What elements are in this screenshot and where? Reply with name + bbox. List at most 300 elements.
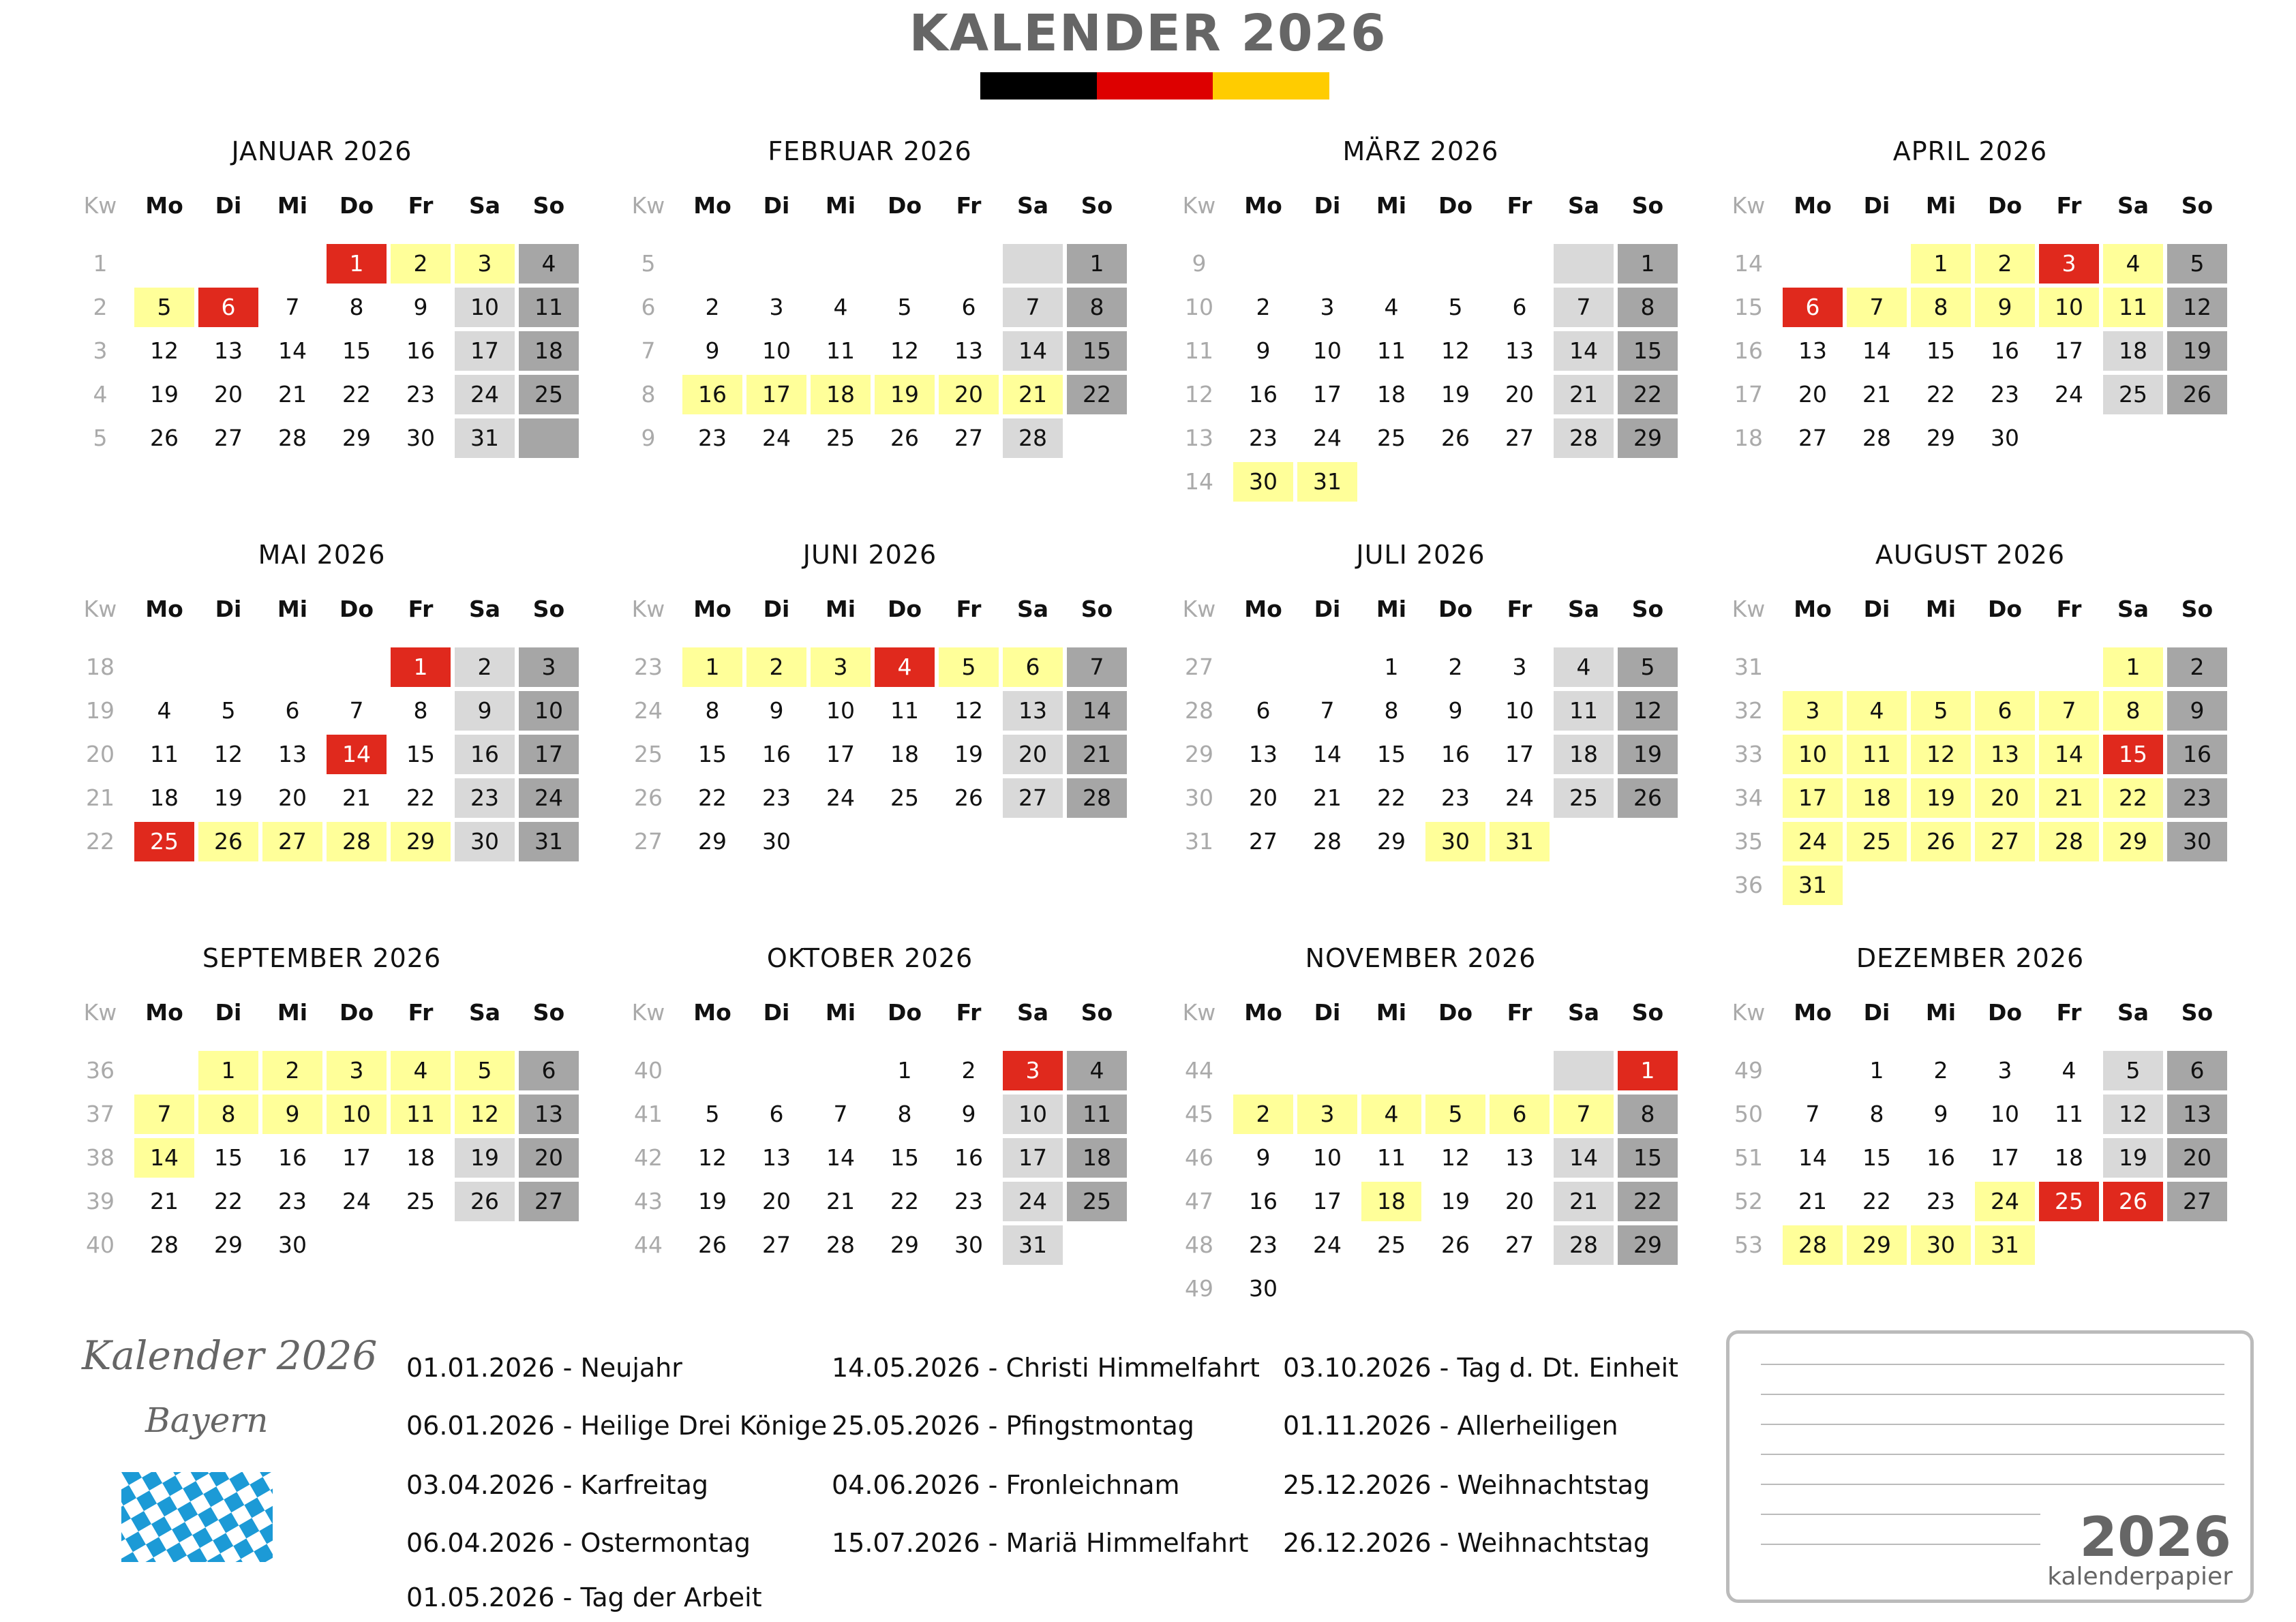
holiday-entry: 01.11.2026 - Allerheiligen bbox=[1283, 1411, 1618, 1441]
week-number: 6 bbox=[641, 294, 656, 320]
footer-title: Kalender 2026 bbox=[82, 1332, 378, 1379]
weekday-header: Sa bbox=[1567, 192, 1600, 219]
week-number: 44 bbox=[1185, 1057, 1213, 1084]
week-number: 47 bbox=[1185, 1188, 1213, 1214]
day-cell: 26 bbox=[890, 425, 919, 451]
day-cell: 27 bbox=[762, 1231, 791, 1258]
day-cell: 15 bbox=[1618, 331, 1678, 371]
week-number: 29 bbox=[1185, 741, 1213, 767]
day-cell: 23 bbox=[1441, 784, 1470, 811]
day-cell: 12 bbox=[890, 337, 919, 364]
weekday-header: Mo bbox=[145, 192, 183, 219]
day-cell: 4 bbox=[1554, 647, 1614, 687]
day-cell: 13 bbox=[762, 1144, 791, 1171]
day-cell: 19 bbox=[1618, 735, 1678, 774]
week-number: 44 bbox=[634, 1231, 663, 1258]
day-cell: 3 bbox=[1512, 654, 1527, 680]
day-cell: 27 bbox=[1003, 778, 1063, 818]
day-cell: 25 bbox=[826, 425, 855, 451]
day-cell: 27 bbox=[954, 425, 983, 451]
day-cell: 29 bbox=[342, 425, 371, 451]
day-cell: 26 bbox=[150, 425, 179, 451]
day-cell: 2 bbox=[961, 1057, 976, 1084]
day-cell: 29 bbox=[1927, 425, 1955, 451]
weekday-header: Fr bbox=[1507, 999, 1532, 1026]
weekday-header: Do bbox=[1987, 999, 2023, 1026]
week-number: 27 bbox=[1185, 654, 1213, 680]
day-cell: 9 bbox=[1256, 337, 1271, 364]
day-cell: 6 bbox=[1512, 294, 1527, 320]
day-cell: 30 bbox=[1911, 1225, 1971, 1265]
day-cell: 11 bbox=[2055, 1101, 2083, 1127]
day-cell: 24 bbox=[1783, 822, 1843, 861]
weekday-header: Sa bbox=[1016, 999, 1049, 1026]
day-cell: 16 bbox=[762, 741, 791, 767]
week-number: 52 bbox=[1734, 1188, 1763, 1214]
day-cell: 24 bbox=[826, 784, 855, 811]
day-cell: 27 bbox=[1798, 425, 1827, 451]
day-cell: 19 bbox=[2103, 1138, 2163, 1178]
week-number: 8 bbox=[641, 381, 656, 408]
day-cell: 28 bbox=[2039, 822, 2099, 861]
day-cell: 21 bbox=[2039, 778, 2099, 818]
day-cell: 28 bbox=[1067, 778, 1127, 818]
day-cell: 20 bbox=[278, 784, 307, 811]
day-cell: 8 bbox=[705, 697, 720, 724]
week-number: 36 bbox=[86, 1057, 115, 1084]
holiday-entry: 25.12.2026 - Weihnachtstag bbox=[1283, 1470, 1650, 1500]
day-cell: 2 bbox=[746, 647, 806, 687]
day-cell: 22 bbox=[1377, 784, 1406, 811]
day-cell: 7 bbox=[2039, 691, 2099, 731]
day-cell: 17 bbox=[1003, 1138, 1063, 1178]
day-cell: 28 bbox=[1554, 1225, 1614, 1265]
day-cell: 18 bbox=[1067, 1138, 1127, 1178]
day-cell: 21 bbox=[1862, 381, 1891, 408]
day-cell: 3 bbox=[1783, 691, 1843, 731]
day-cell: 31 bbox=[1490, 822, 1550, 861]
week-number: 49 bbox=[1734, 1057, 1763, 1084]
day-cell: 16 bbox=[2167, 735, 2227, 774]
day-cell: 21 bbox=[1554, 1182, 1614, 1221]
weekday-header: Mi bbox=[1376, 596, 1407, 622]
day-cell: 7 bbox=[1847, 288, 1907, 327]
weekday-header: So bbox=[1631, 596, 1664, 622]
day-cell: 1 bbox=[682, 647, 742, 687]
day-cell: 2 bbox=[391, 244, 451, 284]
day-cell: 31 bbox=[1297, 462, 1357, 502]
weekday-header: Mi bbox=[277, 192, 308, 219]
holiday-entry: 04.06.2026 - Fronleichnam bbox=[832, 1470, 1180, 1500]
day-cell: 3 bbox=[327, 1051, 387, 1090]
day-cell: 5 bbox=[134, 288, 194, 327]
weekday-header: Fr bbox=[2056, 999, 2082, 1026]
day-cell: 9 bbox=[705, 337, 720, 364]
day-cell: 19 bbox=[214, 784, 243, 811]
week-number: 28 bbox=[1185, 697, 1213, 724]
day-cell: 25 bbox=[1377, 1231, 1406, 1258]
weekday-header: Sa bbox=[2117, 192, 2149, 219]
day-cell: 2 bbox=[1233, 1095, 1293, 1134]
day-cell: 17 bbox=[746, 375, 806, 414]
day-cell: 18 bbox=[406, 1144, 435, 1171]
day-cell: 1 bbox=[1869, 1057, 1884, 1084]
weekday-header: Di bbox=[215, 999, 242, 1026]
week-number: 48 bbox=[1185, 1231, 1213, 1258]
week-number: 51 bbox=[1734, 1144, 1763, 1171]
weekday-header: So bbox=[1631, 192, 1664, 219]
day-cell: 19 bbox=[875, 375, 935, 414]
weekday-header: Mo bbox=[693, 999, 731, 1026]
day-cell: 13 bbox=[1505, 1144, 1534, 1171]
day-cell: 10 bbox=[519, 691, 579, 731]
month-2 bbox=[616, 136, 1123, 477]
day-cell: 12 bbox=[1911, 735, 1971, 774]
day-cell: 11 bbox=[1067, 1095, 1127, 1134]
day-cell: 26 bbox=[1441, 1231, 1470, 1258]
kw-header: Kw bbox=[1182, 192, 1216, 219]
day-cell: 17 bbox=[1505, 741, 1534, 767]
day-cell: 11 bbox=[826, 337, 855, 364]
day-cell: 20 bbox=[1505, 381, 1534, 408]
weekday-header: Do bbox=[1438, 596, 1473, 622]
day-cell: 9 bbox=[2167, 691, 2227, 731]
day-cell: 2 bbox=[455, 647, 515, 687]
day-cell: 16 bbox=[1991, 337, 2019, 364]
week-number: 45 bbox=[1185, 1101, 1213, 1127]
day-cell: 28 bbox=[1313, 828, 1342, 855]
day-cell: 25 bbox=[2039, 1182, 2099, 1221]
day-cell: 18 bbox=[2055, 1144, 2083, 1171]
week-number: 36 bbox=[1734, 872, 1763, 898]
day-cell: 2 bbox=[2167, 647, 2227, 687]
day-cell: 2 bbox=[705, 294, 720, 320]
flag-gold-stripe bbox=[1213, 72, 1329, 100]
day-cell: 10 bbox=[455, 288, 515, 327]
week-number: 3 bbox=[93, 337, 108, 364]
weekday-header: Mo bbox=[145, 999, 183, 1026]
day-cell: 1 bbox=[1618, 244, 1678, 284]
week-number: 15 bbox=[1734, 294, 1763, 320]
weekday-header: Mi bbox=[1925, 192, 1957, 219]
day-cell: 17 bbox=[2055, 337, 2083, 364]
day-cell: 8 bbox=[349, 294, 364, 320]
day-cell: 23 bbox=[1249, 1231, 1278, 1258]
day-cell: 11 bbox=[1554, 691, 1614, 731]
day-cell: 30 bbox=[278, 1231, 307, 1258]
weekday-header: Mo bbox=[693, 192, 731, 219]
day-cell: 23 bbox=[1249, 425, 1278, 451]
day-cell: 20 bbox=[1003, 735, 1063, 774]
kw-header: Kw bbox=[83, 596, 117, 622]
day-cell: 5 bbox=[2167, 244, 2227, 284]
day-cell: 15 bbox=[2103, 735, 2163, 774]
week-number: 10 bbox=[1185, 294, 1213, 320]
day-cell: 14 bbox=[1554, 1138, 1614, 1178]
day-cell: 9 bbox=[1448, 697, 1463, 724]
day-cell: 18 bbox=[1377, 381, 1406, 408]
day-cell: 1 bbox=[1618, 1051, 1678, 1090]
kw-header: Kw bbox=[1182, 596, 1216, 622]
holiday-entry: 14.05.2026 - Christi Himmelfahrt bbox=[832, 1353, 1260, 1383]
week-number: 12 bbox=[1185, 381, 1213, 408]
weekday-header: So bbox=[1631, 999, 1664, 1026]
day-cell: 19 bbox=[1441, 381, 1470, 408]
day-cell: 6 bbox=[285, 697, 300, 724]
day-cell: 19 bbox=[455, 1138, 515, 1178]
weekday-header: So bbox=[2181, 192, 2214, 219]
day-cell: 24 bbox=[342, 1188, 371, 1214]
day-cell: 13 bbox=[1249, 741, 1278, 767]
day-cell: 24 bbox=[1003, 1182, 1063, 1221]
weekday-header: Mo bbox=[693, 596, 731, 622]
day-cell: 30 bbox=[1425, 822, 1485, 861]
day-cell: 19 bbox=[2167, 331, 2227, 371]
week-number: 16 bbox=[1734, 337, 1763, 364]
weekday-header: Di bbox=[1314, 596, 1341, 622]
day-cell: 25 bbox=[1847, 822, 1907, 861]
day-cell: 10 bbox=[1313, 337, 1342, 364]
day-cell: 28 bbox=[1003, 418, 1063, 458]
day-cell: 5 bbox=[1618, 647, 1678, 687]
day-cell: 31 bbox=[1975, 1225, 2035, 1265]
day-cell: 17 bbox=[826, 741, 855, 767]
day-cell: 1 bbox=[391, 647, 451, 687]
weekday-header: Mo bbox=[1794, 192, 1832, 219]
day-cell: 6 bbox=[769, 1101, 784, 1127]
day-cell: 4 bbox=[1847, 691, 1907, 731]
kw-header: Kw bbox=[1182, 999, 1216, 1026]
week-number: 40 bbox=[634, 1057, 663, 1084]
day-cell: 13 bbox=[1798, 337, 1827, 364]
day-cell: 7 bbox=[1320, 697, 1335, 724]
day-cell: 5 bbox=[939, 647, 999, 687]
weekday-header: Di bbox=[763, 999, 790, 1026]
notes-year: 2026 bbox=[2079, 1505, 2231, 1569]
day-cell: 10 bbox=[1991, 1101, 2019, 1127]
week-number: 23 bbox=[634, 654, 663, 680]
weekday-header: Di bbox=[1314, 192, 1341, 219]
week-number: 42 bbox=[634, 1144, 663, 1171]
day-cell: 23 bbox=[278, 1188, 307, 1214]
holiday-entry: 06.04.2026 - Ostermontag bbox=[406, 1528, 751, 1558]
holiday-entry: 03.10.2026 - Tag d. Dt. Einheit bbox=[1283, 1353, 1679, 1383]
day-cell: 7 bbox=[1554, 288, 1614, 327]
weekday-header: Mi bbox=[825, 192, 856, 219]
weekday-header: Do bbox=[1438, 192, 1473, 219]
day-cell: 22 bbox=[214, 1188, 243, 1214]
day-cell: 25 bbox=[1377, 425, 1406, 451]
month-title: DEZEMBER 2026 bbox=[1856, 943, 2085, 973]
holiday-entry: 03.04.2026 - Karfreitag bbox=[406, 1470, 709, 1500]
day-cell: 22 bbox=[1067, 375, 1127, 414]
day-cell: 27 bbox=[1975, 822, 2035, 861]
empty-weekend-cell bbox=[1554, 1051, 1614, 1090]
day-cell: 12 bbox=[455, 1095, 515, 1134]
week-number: 2 bbox=[93, 294, 108, 320]
weekday-header: Fr bbox=[956, 596, 982, 622]
day-cell: 10 bbox=[1505, 697, 1534, 724]
day-cell: 5 bbox=[455, 1051, 515, 1090]
day-cell: 17 bbox=[519, 735, 579, 774]
notes-line bbox=[1761, 1544, 2040, 1545]
day-cell: 13 bbox=[1505, 337, 1534, 364]
week-number: 18 bbox=[86, 654, 115, 680]
day-cell: 10 bbox=[826, 697, 855, 724]
day-cell: 12 bbox=[2167, 288, 2227, 327]
month-7 bbox=[1167, 540, 1674, 881]
day-cell: 18 bbox=[1847, 778, 1907, 818]
day-cell: 30 bbox=[1249, 1275, 1278, 1302]
week-number: 14 bbox=[1185, 468, 1213, 495]
day-cell: 4 bbox=[157, 697, 172, 724]
day-cell: 30 bbox=[1233, 462, 1293, 502]
day-cell: 16 bbox=[682, 375, 742, 414]
day-cell: 12 bbox=[214, 741, 243, 767]
month-5 bbox=[68, 540, 575, 881]
day-cell: 6 bbox=[2167, 1051, 2227, 1090]
weekday-header: Fr bbox=[408, 999, 434, 1026]
weekday-header: Mi bbox=[1925, 596, 1957, 622]
day-cell: 8 bbox=[413, 697, 428, 724]
day-cell: 3 bbox=[2039, 244, 2099, 284]
day-cell: 25 bbox=[1067, 1182, 1127, 1221]
day-cell: 26 bbox=[1441, 425, 1470, 451]
day-cell: 3 bbox=[455, 244, 515, 284]
weekday-header: Do bbox=[887, 192, 922, 219]
week-number: 32 bbox=[1734, 697, 1763, 724]
day-cell: 22 bbox=[890, 1188, 919, 1214]
weekday-header: Mo bbox=[1244, 596, 1282, 622]
day-cell: 14 bbox=[1798, 1144, 1827, 1171]
weekday-header: Mi bbox=[825, 999, 856, 1026]
day-cell: 15 bbox=[1927, 337, 1955, 364]
day-cell: 15 bbox=[406, 741, 435, 767]
day-cell: 8 bbox=[2103, 691, 2163, 731]
day-cell: 20 bbox=[762, 1188, 791, 1214]
day-cell: 25 bbox=[519, 375, 579, 414]
day-cell: 26 bbox=[1911, 822, 1971, 861]
weekday-header: Sa bbox=[2117, 999, 2149, 1026]
week-number: 5 bbox=[93, 425, 108, 451]
weekday-header: Mi bbox=[825, 596, 856, 622]
day-cell: 29 bbox=[1847, 1225, 1907, 1265]
day-cell: 14 bbox=[1554, 331, 1614, 371]
week-number: 40 bbox=[86, 1231, 115, 1258]
day-cell: 18 bbox=[811, 375, 871, 414]
day-cell: 24 bbox=[455, 375, 515, 414]
week-number: 31 bbox=[1185, 828, 1213, 855]
kw-header: Kw bbox=[83, 192, 117, 219]
day-cell: 19 bbox=[954, 741, 983, 767]
day-cell: 26 bbox=[1618, 778, 1678, 818]
month-title: AUGUST 2026 bbox=[1875, 540, 2066, 570]
day-cell: 4 bbox=[833, 294, 848, 320]
weekday-header: Di bbox=[1863, 999, 1890, 1026]
day-cell: 23 bbox=[954, 1188, 983, 1214]
holiday-entry: 15.07.2026 - Mariä Himmelfahrt bbox=[832, 1528, 1249, 1558]
day-cell: 18 bbox=[1361, 1182, 1421, 1221]
holiday-entry: 01.05.2026 - Tag der Arbeit bbox=[406, 1582, 762, 1612]
month-1 bbox=[68, 136, 575, 477]
notes-line bbox=[1761, 1484, 2224, 1485]
day-cell: 8 bbox=[1869, 1101, 1884, 1127]
weekday-header: Do bbox=[1438, 999, 1473, 1026]
day-cell: 27 bbox=[1505, 425, 1534, 451]
day-cell: 12 bbox=[1441, 337, 1470, 364]
weekday-header: Do bbox=[339, 192, 374, 219]
weekday-header: Di bbox=[1863, 192, 1890, 219]
month-title: MAI 2026 bbox=[258, 540, 386, 570]
day-cell: 2 bbox=[262, 1051, 322, 1090]
day-cell: 1 bbox=[327, 244, 387, 284]
month-12 bbox=[1717, 943, 2224, 1284]
weekday-header: Sa bbox=[2117, 596, 2149, 622]
weekday-header: Mo bbox=[1244, 192, 1282, 219]
day-cell: 12 bbox=[954, 697, 983, 724]
day-cell: 5 bbox=[1425, 1095, 1485, 1134]
day-cell: 28 bbox=[826, 1231, 855, 1258]
week-number: 27 bbox=[634, 828, 663, 855]
day-cell: 22 bbox=[1618, 375, 1678, 414]
week-number: 37 bbox=[86, 1101, 115, 1127]
weekday-header: Mi bbox=[277, 999, 308, 1026]
day-cell: 8 bbox=[198, 1095, 258, 1134]
weekday-header: Fr bbox=[408, 596, 434, 622]
day-cell: 7 bbox=[1003, 288, 1063, 327]
day-cell: 8 bbox=[1618, 1095, 1678, 1134]
day-cell: 22 bbox=[698, 784, 727, 811]
empty-weekend-cell bbox=[1554, 244, 1614, 284]
weekday-header: Fr bbox=[1507, 192, 1532, 219]
weekday-header: Mo bbox=[145, 596, 183, 622]
day-cell: 4 bbox=[1361, 1095, 1421, 1134]
day-cell: 13 bbox=[2167, 1095, 2227, 1134]
day-cell: 25 bbox=[2103, 375, 2163, 414]
week-number: 43 bbox=[634, 1188, 663, 1214]
day-cell: 20 bbox=[519, 1138, 579, 1178]
day-cell: 2 bbox=[1975, 244, 2035, 284]
day-cell: 3 bbox=[1297, 1095, 1357, 1134]
day-cell: 15 bbox=[890, 1144, 919, 1171]
day-cell: 17 bbox=[1991, 1144, 2019, 1171]
day-cell: 20 bbox=[214, 381, 243, 408]
day-cell: 17 bbox=[455, 331, 515, 371]
day-cell: 15 bbox=[1862, 1144, 1891, 1171]
weekday-header: So bbox=[532, 999, 565, 1026]
day-cell: 4 bbox=[1067, 1051, 1127, 1090]
day-cell: 13 bbox=[519, 1095, 579, 1134]
german-flag-bar bbox=[980, 72, 1329, 100]
day-cell: 10 bbox=[2039, 288, 2099, 327]
day-cell: 24 bbox=[762, 425, 791, 451]
day-cell: 30 bbox=[455, 822, 515, 861]
weekday-header: So bbox=[1081, 999, 1113, 1026]
month-4 bbox=[1717, 136, 2224, 477]
weekday-header: Mo bbox=[1244, 999, 1282, 1026]
week-number: 19 bbox=[86, 697, 115, 724]
day-cell: 13 bbox=[954, 337, 983, 364]
day-cell: 26 bbox=[698, 1231, 727, 1258]
day-cell: 21 bbox=[1003, 375, 1063, 414]
day-cell: 23 bbox=[1991, 381, 2019, 408]
day-cell: 26 bbox=[198, 822, 258, 861]
weekday-header: Sa bbox=[1016, 192, 1049, 219]
weekday-header: Mo bbox=[1794, 596, 1832, 622]
day-cell: 10 bbox=[327, 1095, 387, 1134]
week-number: 38 bbox=[86, 1144, 115, 1171]
day-cell: 8 bbox=[1384, 697, 1399, 724]
